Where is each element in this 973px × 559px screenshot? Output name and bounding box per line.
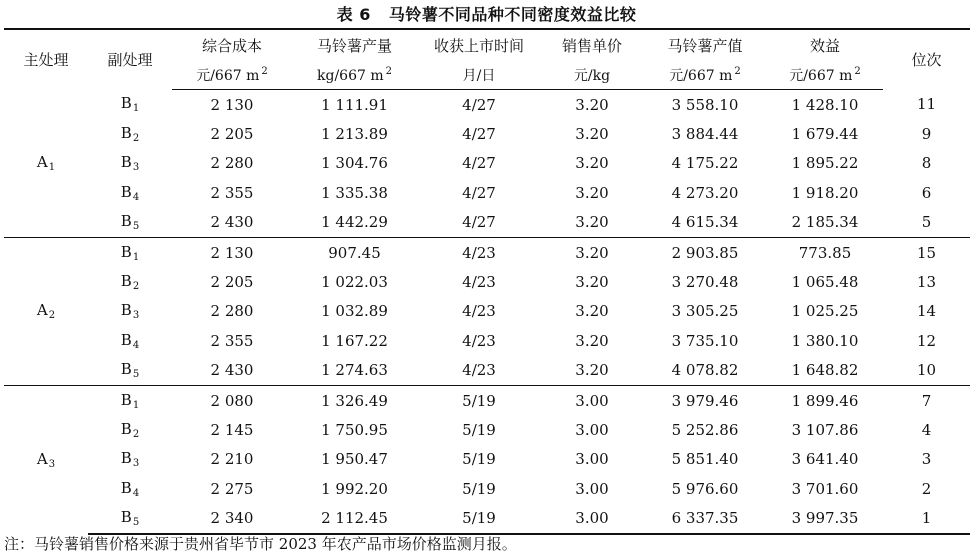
table-header — [4, 29, 970, 90]
unit-price-cell: 3.20 — [575, 183, 609, 202]
rank-cell: 4 — [921, 420, 932, 439]
header-main-treatment: 主处理 — [4, 29, 88, 90]
unit-price-cell: 3.20 — [575, 361, 609, 380]
cost-cell: 2 430 — [210, 361, 254, 380]
benefit-cell: 2 185.34 — [791, 213, 859, 232]
unit-price-cell: 3.20 — [541, 237, 643, 267]
output-value-cell: 4 273.20 — [671, 183, 739, 202]
main-treatment-cell: $A_3$ — [4, 385, 88, 533]
cost-cell: 2 205 — [210, 273, 254, 292]
harvest-time-cell: 5/19 — [417, 385, 541, 415]
table-row — [4, 385, 970, 415]
benefit-cell: 1 025.25 — [791, 302, 859, 321]
harvest-time-cell: 4/23 — [462, 331, 496, 350]
unit-price-cell: 3.00 — [575, 420, 609, 439]
output-value-cell: 4 615.34 — [671, 213, 739, 232]
header-benefit: 效益 — [767, 29, 883, 60]
table-row — [4, 415, 970, 444]
sub-treatment-cell: $B_5$ — [88, 503, 172, 533]
harvest-time-cell: 4/27 — [462, 154, 496, 173]
table-row — [4, 178, 970, 207]
sub-treatment-cell: $B_1$ — [88, 237, 172, 267]
header-harvest-unit: 月/日 — [417, 60, 541, 90]
rank-cell: 15 — [883, 237, 970, 267]
cost-cell: 2 205 — [210, 125, 254, 144]
output-value-cell: 6 337.35 — [643, 503, 767, 533]
main-treatment-cell: $A_2$ — [4, 237, 88, 385]
cost-cell: 2 430 — [210, 213, 254, 232]
yield-cell: 1 750.95 — [321, 420, 388, 439]
unit-price-cell: 3.20 — [575, 154, 609, 173]
header-cost-unit: 元/667 m $^2$ — [172, 60, 292, 90]
output-value-cell: 3 270.48 — [671, 273, 739, 292]
benefit-cell: 1 428.10 — [791, 95, 859, 114]
yield-cell: 1 304.76 — [321, 154, 388, 173]
table-row — [4, 474, 970, 503]
table-row — [4, 326, 970, 355]
output-value-cell: 4 078.82 — [671, 361, 739, 380]
output-value-cell: 5 252.86 — [671, 420, 739, 439]
output-value-cell: 3 979.46 — [643, 385, 767, 415]
header-sub-treatment: 副处理 — [88, 29, 172, 90]
yield-cell: 1 111.91 — [321, 95, 388, 114]
yield-cell: 1 326.49 — [292, 385, 417, 415]
benefit-comparison-table — [4, 28, 970, 535]
table-number: 表 6 — [336, 5, 371, 24]
rank-cell: 6 — [921, 183, 932, 202]
sub-treatment-cell: $B_2$ — [120, 124, 140, 145]
rank-cell: 11 — [916, 95, 937, 114]
harvest-time-cell: 5/19 — [462, 450, 496, 469]
benefit-cell: 1 065.48 — [791, 273, 859, 292]
harvest-time-cell: 4/27 — [462, 183, 496, 202]
sub-treatment-cell: $B_3$ — [120, 153, 140, 174]
cost-cell: 2 210 — [210, 450, 254, 469]
cost-cell: 2 280 — [210, 302, 254, 321]
header-harvest-time: 收获上市时间 — [417, 29, 541, 60]
sub-treatment-cell: $B_1$ — [88, 385, 172, 415]
benefit-cell: 3 107.86 — [791, 420, 859, 439]
header-yield-unit: kg/667 m $^2$ — [292, 60, 417, 90]
table-row — [4, 208, 970, 238]
main-treatment-cell: $A_1$ — [36, 153, 56, 174]
unit-price-cell: 3.20 — [575, 331, 609, 350]
benefit-cell: 1 895.22 — [791, 154, 859, 173]
yield-cell: 1 213.89 — [321, 125, 388, 144]
treatment-group — [4, 90, 970, 238]
harvest-time-cell: 4/23 — [462, 302, 496, 321]
yield-cell: 1 274.63 — [321, 361, 388, 380]
header-rank: 位次 — [883, 29, 970, 90]
table-row — [4, 356, 970, 386]
table-footnote: 注：马铃薯销售价格来源于贵州省毕节市 2023 年农产品市场价格监测月报。 — [4, 535, 517, 553]
table-row — [4, 503, 970, 533]
unit-price-cell: 3.00 — [541, 385, 643, 415]
table-row — [4, 149, 970, 178]
yield-cell: 1 032.89 — [321, 302, 388, 321]
cost-cell: 2 275 — [210, 479, 254, 498]
benefit-cell: 1 899.46 — [767, 385, 883, 415]
cost-cell: 2 340 — [172, 503, 292, 533]
table-title: 马铃薯不同品种不同密度效益比较 — [388, 5, 637, 24]
harvest-time-cell: 4/23 — [417, 237, 541, 267]
harvest-time-cell: 5/19 — [417, 503, 541, 533]
unit-price-cell: 3.20 — [575, 125, 609, 144]
benefit-cell: 1 648.82 — [791, 361, 859, 380]
unit-price-cell: 3.20 — [575, 273, 609, 292]
rank-cell: 8 — [921, 154, 932, 173]
output-value-cell: 4 175.22 — [671, 154, 739, 173]
unit-price-cell: 3.00 — [575, 479, 609, 498]
harvest-time-cell: 4/27 — [462, 213, 496, 232]
sub-treatment-cell: $B_4$ — [120, 182, 140, 203]
rank-cell: 2 — [921, 479, 932, 498]
unit-price-cell: 3.20 — [575, 302, 609, 321]
yield-cell: 1 950.47 — [321, 450, 388, 469]
cost-cell: 2 130 — [172, 237, 292, 267]
benefit-cell: 1 679.44 — [791, 125, 859, 144]
cost-cell: 2 355 — [210, 331, 254, 350]
sub-treatment-cell: $B_5$ — [120, 360, 140, 381]
unit-price-cell: 3.00 — [541, 503, 643, 533]
yield-cell: 1 022.03 — [321, 273, 388, 292]
yield-cell: 1 442.29 — [321, 213, 388, 232]
sub-treatment-cell: $B_3$ — [120, 301, 140, 322]
header-yield: 马铃薯产量 — [292, 29, 417, 60]
table-row — [4, 237, 970, 267]
header-unit-price: 销售单价 — [541, 29, 643, 60]
sub-treatment-cell: $B_5$ — [120, 212, 140, 233]
unit-price-cell: 3.20 — [575, 213, 609, 232]
output-value-cell: 3 884.44 — [671, 125, 739, 144]
harvest-time-cell: 4/23 — [462, 361, 496, 380]
cost-cell: 2 145 — [210, 420, 254, 439]
sub-treatment-cell: $B_3$ — [120, 449, 140, 470]
table-row — [4, 297, 970, 326]
table-row — [4, 90, 970, 120]
harvest-time-cell: 5/19 — [462, 479, 496, 498]
rank-cell: 12 — [916, 331, 937, 350]
rank-cell: 13 — [916, 273, 937, 292]
output-value-cell: 3 735.10 — [671, 331, 739, 350]
output-value-cell: 5 851.40 — [671, 450, 739, 469]
output-value-cell: 3 558.10 — [671, 95, 739, 114]
benefit-cell: 3 701.60 — [791, 479, 859, 498]
table-row — [4, 445, 970, 474]
harvest-time-cell: 4/27 — [462, 125, 496, 144]
header-cost: 综合成本 — [172, 29, 292, 60]
table-row — [4, 119, 970, 148]
rank-cell: 14 — [916, 302, 937, 321]
cost-cell: 2 280 — [210, 154, 254, 173]
harvest-time-cell: 4/23 — [462, 273, 496, 292]
yield-cell: 2 112.45 — [292, 503, 417, 533]
sub-treatment-cell: $B_2$ — [120, 272, 140, 293]
header-price-unit: 元/kg — [541, 60, 643, 90]
sub-treatment-cell: $B_4$ — [120, 478, 140, 499]
sub-treatment-cell: $B_2$ — [120, 419, 140, 440]
unit-price-cell: 3.00 — [575, 450, 609, 469]
rank-cell: 9 — [921, 125, 932, 144]
harvest-time-cell: 5/19 — [462, 420, 496, 439]
benefit-cell: 1 380.10 — [791, 331, 859, 350]
table-caption — [0, 4, 973, 26]
header-output-unit: 元/667 m $^2$ — [643, 60, 767, 90]
benefit-cell: 773.85 — [767, 237, 883, 267]
output-value-cell: 3 305.25 — [671, 302, 739, 321]
yield-cell: 1 992.20 — [321, 479, 388, 498]
treatment-group — [4, 385, 970, 533]
header-benefit-unit: 元/667 m $^2$ — [767, 60, 883, 90]
rank-cell: 10 — [916, 361, 937, 380]
yield-cell: 1 167.22 — [321, 331, 388, 350]
rank-cell: 1 — [883, 503, 970, 533]
unit-price-cell: 3.20 — [575, 95, 609, 114]
sub-treatment-cell: $B_4$ — [120, 330, 140, 351]
benefit-cell: 1 918.20 — [791, 183, 859, 202]
output-value-cell: 5 976.60 — [671, 479, 739, 498]
yield-cell: 1 335.38 — [321, 183, 388, 202]
cost-cell: 2 130 — [210, 95, 254, 114]
output-value-cell: 2 903.85 — [643, 237, 767, 267]
header-output-value: 马铃薯产值 — [643, 29, 767, 60]
benefit-cell: 3 641.40 — [791, 450, 859, 469]
rank-cell: 7 — [883, 385, 970, 415]
benefit-cell: 3 997.35 — [767, 503, 883, 533]
table-row — [4, 267, 970, 296]
harvest-time-cell: 4/27 — [462, 95, 496, 114]
treatment-group — [4, 237, 970, 385]
rank-cell: 3 — [921, 450, 932, 469]
yield-cell: 907.45 — [292, 237, 417, 267]
sub-treatment-cell: $B_1$ — [120, 94, 140, 115]
cost-cell: 2 080 — [172, 385, 292, 415]
rank-cell: 5 — [921, 213, 932, 232]
cost-cell: 2 355 — [210, 183, 254, 202]
